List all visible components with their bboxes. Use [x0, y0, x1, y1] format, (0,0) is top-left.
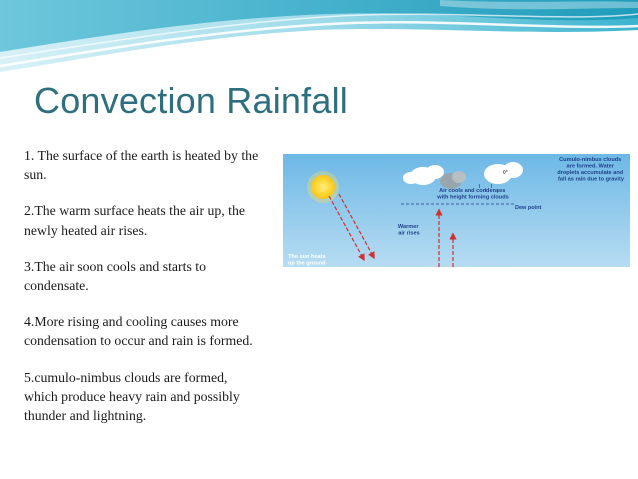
convection-diagram — [283, 154, 630, 267]
header-wave-decoration — [0, 0, 638, 90]
degree-label: 0° — [503, 170, 508, 176]
point-5: 5.cumulo-nimbus clouds are formed, which produce heavy rain and possibly thunder and lightning. — [24, 369, 240, 424]
slide-title: Convection Rainfall — [34, 80, 348, 121]
dew-point-label: Dew point — [515, 205, 542, 211]
point-2: 2.The warm surface heats the air up, the newly heated air rises. — [24, 203, 246, 238]
cumulo-label: Cumulo-nimbus clouds are formed. Water droplets accumulate and fall as rain due to gravity — [557, 157, 624, 183]
bullet-list — [24, 146, 260, 442]
warmer-air-label: Warmer air rises — [397, 224, 420, 237]
point-3: 3.The air soon cools and starts to condensate. — [24, 258, 207, 294]
sun-heats-label: The sun heats up the ground — [288, 254, 326, 267]
air-cools-label: Air cools and condenses with height forming clouds — [437, 188, 509, 201]
point-1: 1. The surface of the earth is heated by the sun. — [24, 148, 259, 183]
point-4: 4.More rising and cooling causes more condensation to occur and rain is formed. — [24, 314, 253, 349]
